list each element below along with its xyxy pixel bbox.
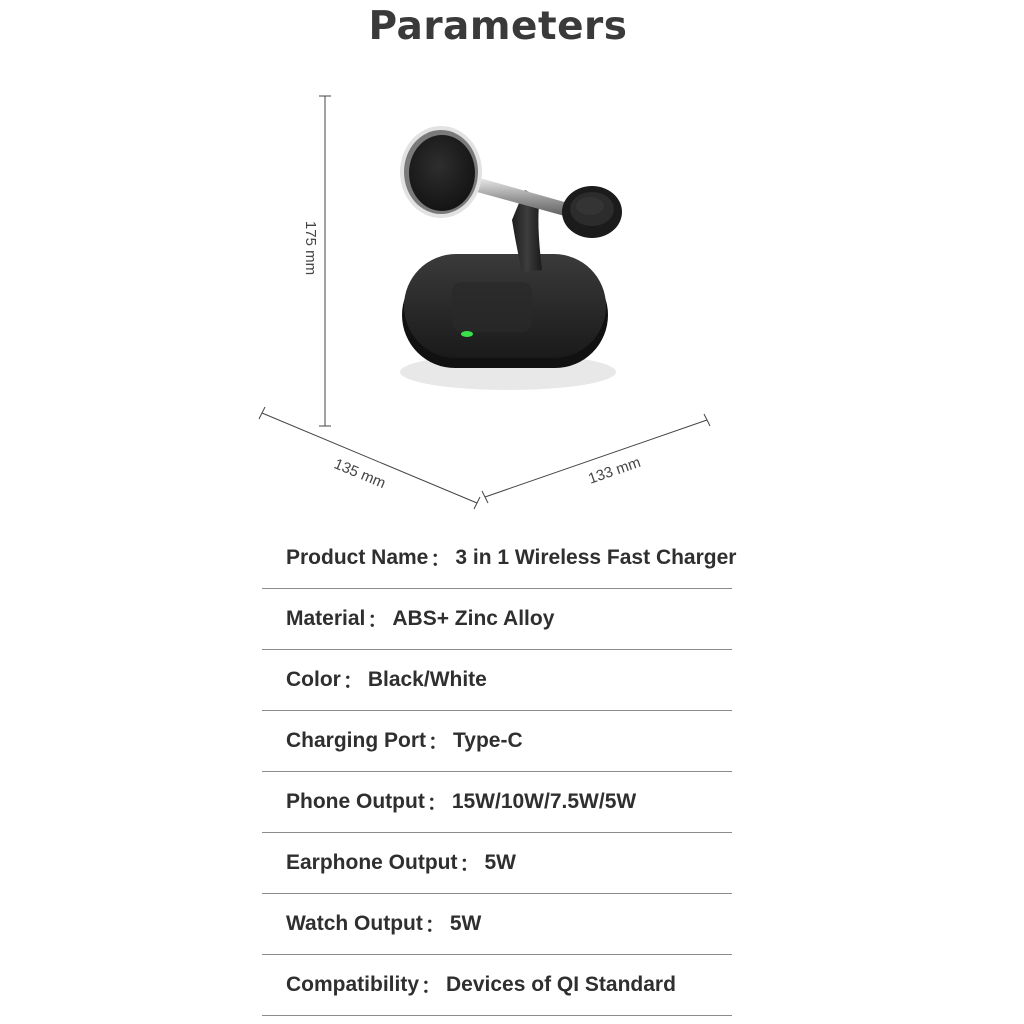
height-dimension-label: 175 mm bbox=[302, 220, 319, 276]
spec-row-phone-output bbox=[262, 772, 732, 833]
spec-value: Type-C bbox=[453, 729, 523, 752]
charger-illustration bbox=[400, 126, 622, 390]
page-title: Parameters bbox=[368, 4, 628, 49]
spec-label: Phone Output bbox=[286, 790, 425, 813]
spec-value: 3 in 1 Wireless Fast Charger bbox=[455, 546, 737, 569]
spec-label: Charging Port bbox=[286, 729, 426, 752]
spec-separator: ： bbox=[426, 792, 448, 815]
spec-label: Material bbox=[286, 607, 366, 630]
spec-value: 15W/10W/7.5W/5W bbox=[451, 790, 637, 813]
spec-separator: ： bbox=[421, 975, 443, 998]
spec-separator: ： bbox=[428, 731, 449, 754]
spec-separator: ： bbox=[342, 670, 364, 693]
spec-value: 5W bbox=[449, 912, 482, 935]
spec-label: Earphone Output bbox=[286, 851, 458, 874]
height-dimension-line bbox=[319, 96, 331, 426]
spec-table bbox=[262, 528, 737, 1016]
spec-row-earphone-output bbox=[262, 833, 732, 894]
depth-dimension-line bbox=[259, 407, 480, 509]
spec-separator: ： bbox=[430, 548, 452, 571]
spec-value: Black/White bbox=[367, 668, 487, 691]
depth-dimension-label: 135 mm bbox=[331, 455, 389, 493]
spec-label: Color bbox=[286, 668, 341, 691]
spec-row-color bbox=[262, 650, 732, 711]
spec-separator: ： bbox=[459, 853, 481, 876]
led-indicator-icon bbox=[461, 331, 473, 337]
spec-row-watch-output bbox=[262, 894, 732, 955]
spec-label: Watch Output bbox=[286, 912, 423, 935]
spec-separator: ： bbox=[367, 609, 389, 632]
spec-row-material bbox=[262, 589, 732, 650]
spec-separator: ： bbox=[424, 914, 446, 937]
width-dimension-line bbox=[482, 414, 710, 503]
spec-row-product-name bbox=[262, 528, 737, 589]
spec-value: 5W bbox=[484, 851, 516, 874]
spec-row-charging-port bbox=[262, 711, 732, 772]
spec-label: Compatibility bbox=[286, 973, 420, 996]
width-dimension-label: 133 mm bbox=[586, 453, 643, 488]
spec-value: Devices of QI Standard bbox=[446, 973, 676, 996]
spec-value: ABS+ Zinc Alloy bbox=[392, 607, 555, 630]
spec-label: Product Name bbox=[286, 546, 429, 569]
spec-row-compatibility bbox=[262, 955, 732, 1016]
